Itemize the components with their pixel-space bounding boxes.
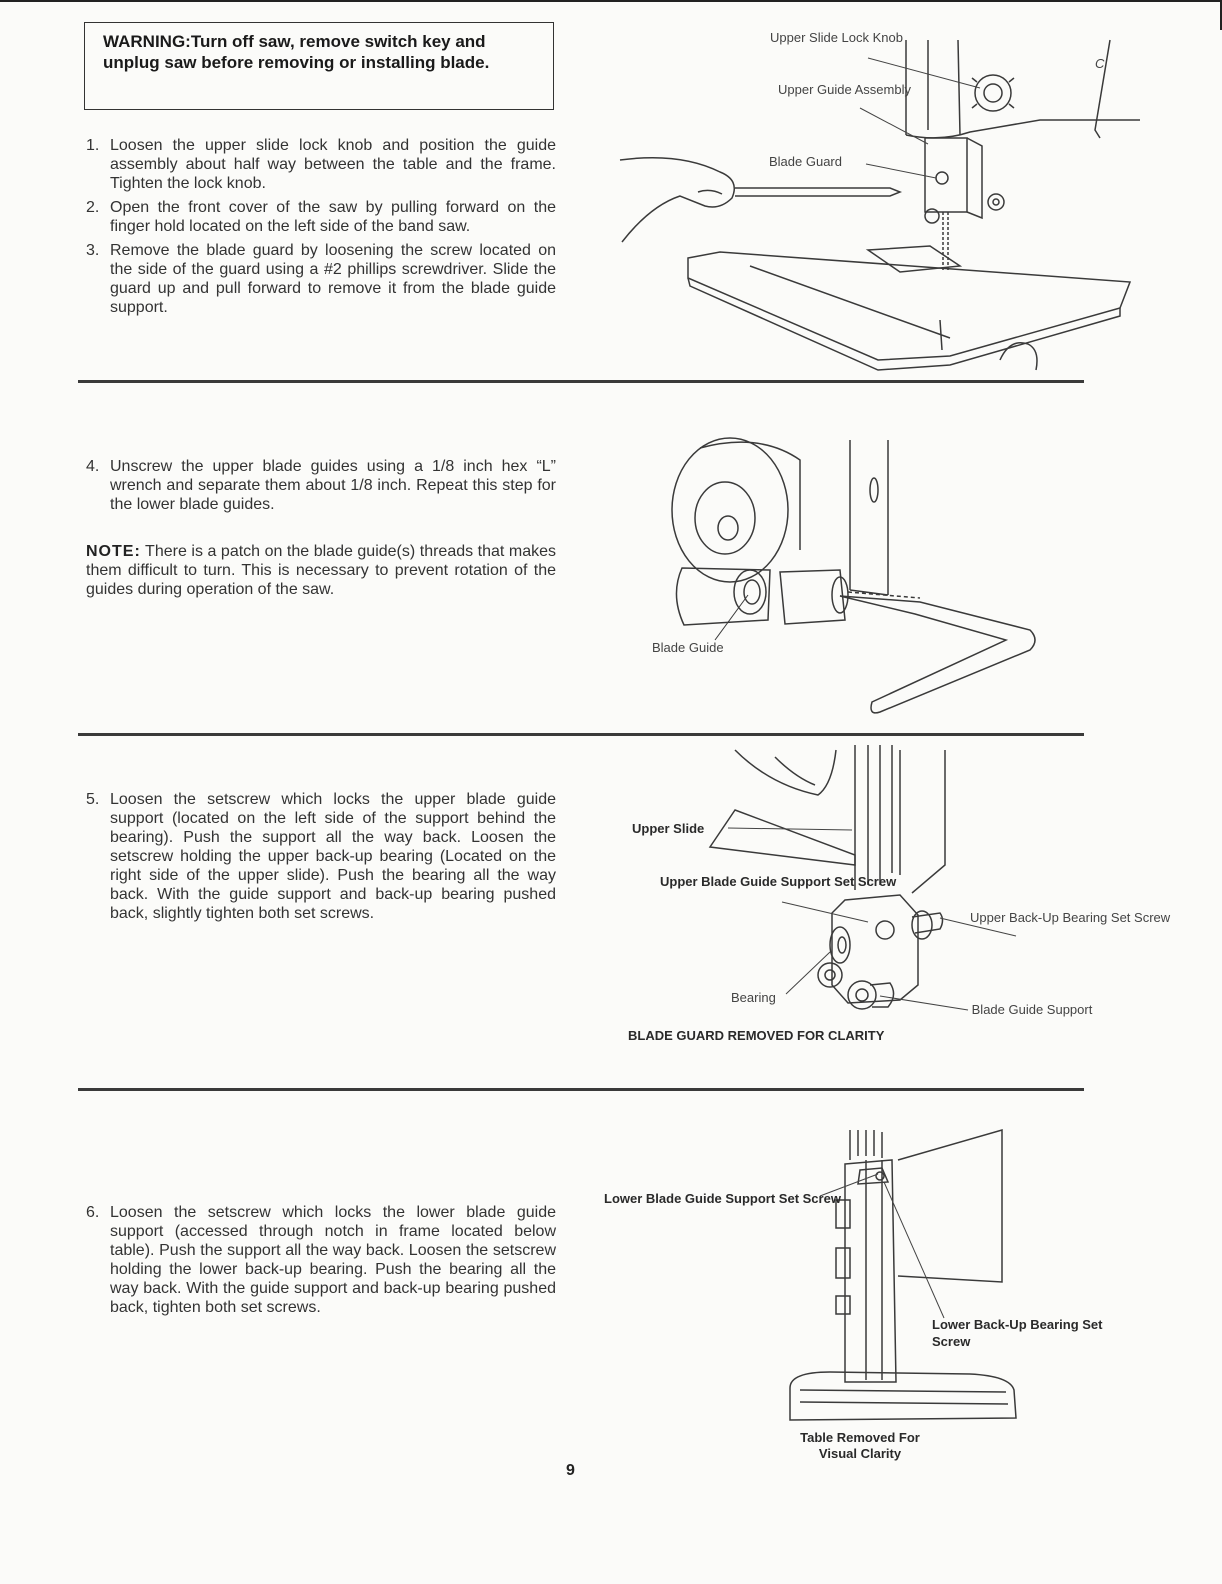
step-text: Loosen the setscrew which locks the upper blade guide support (located on the left side of the support behind the bearing). Push the support all the way back. Loosen the setscrew holding the upper back-up bearing (Located on the right side of the upper slide). Push the bearing all the way back. With the guide support and back-up bearing pushed back, slightly tighten both set screws. [110,791,556,922]
note-text: There is a patch on the blade guide(s) threads that makes them difficult to turn. This is necessary to prevent rotation of the guides during operation of the saw. [86,543,557,598]
label-upper-slide: Upper Slide [632,821,705,836]
label-blade-guard: Blade Guard [769,154,842,169]
step-number: 6. [86,1204,100,1221]
step-number: 3. [86,242,100,259]
label-lower-backup-bearing-set-screw: Lower Back-Up Bearing Set Screw [932,1317,1103,1349]
warning-text: WARNING:Turn off saw, remove switch key and unplug saw before removing or installing blade. [103,32,490,72]
label-bearing: Bearing [731,990,776,1005]
label-blade-guard-removed: BLADE GUARD REMOVED FOR CLARITY [628,1028,885,1043]
label-upper-guide-assembly: Upper Guide Assembly [778,82,911,97]
step-number: 1. [86,137,100,154]
label-blade-guide-support: Blade Guide Support [971,1002,1093,1017]
step-text: Loosen the setscrew which locks the lower blade guide support (accessed through notch in frame located below table). Push the support all the way back. Loosen the setscrew holding the lower back-up bearing. Push the bearing all the way back. With the guide support and back-up bearing pushed back, tighten both set screws. [110,1204,556,1316]
step-number: 4. [86,458,100,475]
step-text: Unscrew the upper blade guides using a 1/8 inch hex “L” wrench and separate them about 1/8 inch. Repeat this step for the lower blade guides. [110,458,556,513]
step-number: 2. [86,199,100,216]
step-text: Open the front cover of the saw by pulling forward on the finger hold located on the left side of the band saw. [110,199,556,235]
step-text: Loosen the upper slide lock knob and position the guide assembly about half way between the table and the frame. Tighten the lock knob. [110,137,556,192]
label-table-removed: Table Removed For Visual Clarity [800,1430,920,1461]
label-blade-guide: Blade Guide [652,640,724,655]
label-upper-slide-lock-knob: Upper Slide Lock Knob [770,30,903,45]
label-upper-blade-guide-support-set-screw: Upper Blade Guide Support Set Screw [660,874,897,889]
step-number: 5. [86,791,100,808]
page-number: 9 [566,1462,575,1479]
label-lower-blade-guide-support-set-screw: Lower Blade Guide Support Set Screw [604,1191,841,1206]
step-text: Remove the blade guard by loosening the screw located on the side of the guard using a #2 phillips screwdriver. Slide the guard up and pull forward to remove it from the blade guide support. [110,242,556,316]
note-label: NOTE: [86,543,141,560]
label-corner-mark: C [1095,56,1105,71]
label-upper-backup-bearing-set-screw: Upper Back-Up Bearing Set Screw [970,910,1171,925]
